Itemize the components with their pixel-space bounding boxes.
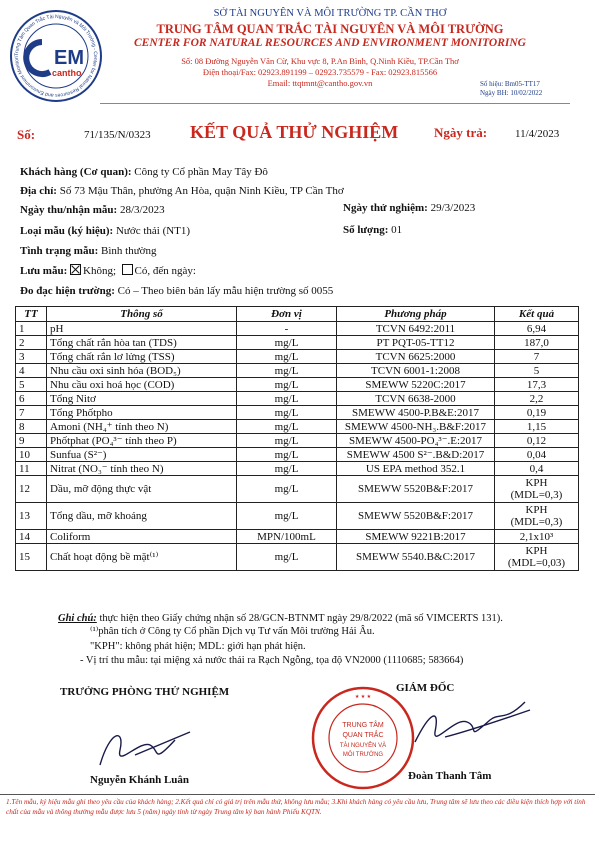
row-tt: 6 <box>16 392 47 406</box>
table-body <box>16 322 579 571</box>
row-tt: 9 <box>16 434 47 448</box>
row-result: 0,12 <box>495 434 579 448</box>
row-method: SMEWW 4500-PO₄³⁻.E:2017 <box>337 434 495 448</box>
return-date: 11/4/2023 <box>515 128 560 140</box>
row-unit: mg/L <box>237 406 337 420</box>
row-tt: 12 <box>16 476 47 503</box>
customer-line <box>20 165 268 179</box>
condition-label: Tình trạng mẫu: <box>20 245 99 257</box>
row-tt: 4 <box>16 364 47 378</box>
quantity-line <box>343 223 402 237</box>
row-param: Tổng chất rắn hòa tan (TDS) <box>47 336 237 350</box>
test-date-line <box>343 201 475 215</box>
row-tt: 7 <box>16 406 47 420</box>
row-result: 2,1x10³ <box>495 530 579 544</box>
lab-head-title: TRƯỞNG PHÒNG THỬ NGHIỆM <box>60 686 230 698</box>
row-tt: 8 <box>16 420 47 434</box>
table-row <box>16 434 579 448</box>
row-tt: 2 <box>16 336 47 350</box>
svg-text:TRUNG TÂM: TRUNG TÂM <box>342 722 384 729</box>
row-method: SMEWW 4500-NH₃.B&F:2017 <box>337 420 495 434</box>
notes-line-4: - Vị trí thu mẫu: tại miệng xả nước thải ra Rạch Ngỗng, tọa độ VN2000 (1110685; 583664) <box>80 655 464 666</box>
col-header-param: Thông số <box>47 307 237 322</box>
field-value: Có – Theo biên bản lấy mẫu hiện trường số 0055 <box>117 285 334 297</box>
received-label: Ngày thu/nhận mẫu: <box>20 204 118 216</box>
quantity-value: 01 <box>391 224 403 236</box>
row-unit: mg/L <box>237 378 337 392</box>
test-date-label: Ngày thử nghiệm: <box>343 202 428 214</box>
row-method: TCVN 6625:2000 <box>337 350 495 364</box>
table-row <box>16 364 579 378</box>
row-tt: 13 <box>16 503 47 530</box>
row-unit: mg/L <box>237 392 337 406</box>
row-tt: 14 <box>16 530 47 544</box>
quantity-label: Số lượng: <box>343 224 389 236</box>
row-unit: mg/L <box>237 336 337 350</box>
table-row <box>16 476 579 503</box>
table-row <box>16 530 579 544</box>
row-unit: mg/L <box>237 462 337 476</box>
form-code-block <box>480 80 542 98</box>
lab-head-signature <box>80 720 200 775</box>
col-header-method: Phương pháp <box>337 307 495 322</box>
row-tt: 10 <box>16 448 47 462</box>
row-param: Phốtphat (PO₄³⁻ tính theo P) <box>47 434 237 448</box>
row-param: Chất hoạt động bề mặt⁽¹⁾ <box>47 544 237 571</box>
table-row <box>16 448 579 462</box>
row-method: SMEWW 4500 S²⁻.B&D:2017 <box>337 448 495 462</box>
svg-text:TÀI NGUYÊN VÀ: TÀI NGUYÊN VÀ <box>339 743 387 749</box>
ministry-name: SỞ TÀI NGUYÊN VÀ MÔI TRƯỜNG TP. CẦN THƠ <box>213 8 447 19</box>
table-header-row <box>16 307 579 322</box>
lab-head-name: Nguyễn Khánh Luân <box>90 774 190 786</box>
row-result: 187,0 <box>495 336 579 350</box>
center-address: Số: 08 Đường Nguyễn Văn Cừ, Khu vực 8, P.An Bình, Q.Ninh Kiều, TP.Cần Thơ <box>181 56 459 66</box>
col-header-unit: Đơn vị <box>237 307 337 322</box>
center-contact <box>130 56 510 89</box>
retain-yes-label: Có, đến ngày: <box>134 265 196 277</box>
sample-type-value: Nước thải (NT1) <box>115 225 191 237</box>
received-line <box>20 203 165 217</box>
customer-label: Khách hàng (Cơ quan): <box>20 166 132 178</box>
row-param: Nhu cầu oxi sinh hóa (BOD₅) <box>47 364 237 378</box>
row-method: TCVN 6492:2011 <box>337 322 495 336</box>
svg-text:Trung Tâm Quan Trắc Tài Nguyên: Trung Tâm Quan Trắc Tài Nguyên và Môi Trường - Center for Natural Resources and Environment Monitori <box>13 13 99 99</box>
row-result: 6,94 <box>495 322 579 336</box>
svg-text:QUAN TRẮC: QUAN TRẮC <box>342 732 384 739</box>
table-row <box>16 350 579 364</box>
row-result: 7 <box>495 350 579 364</box>
row-unit: mg/L <box>237 364 337 378</box>
row-result: 1,15 <box>495 420 579 434</box>
retain-yes-checkbox[interactable] <box>122 264 133 275</box>
row-method: SMEWW 9221B:2017 <box>337 530 495 544</box>
row-unit: mg/L <box>237 448 337 462</box>
row-method: PT PQT-05-TT12 <box>337 336 495 350</box>
notes-line-3: "KPH": không phát hiện; MDL: giới hạn phát hiện. <box>90 641 306 652</box>
row-unit: mg/L <box>237 350 337 364</box>
director-signature <box>405 692 535 752</box>
col-header-result: Kết quả <box>495 307 579 322</box>
row-param: Amoni (NH₄⁺ tính theo N) <box>47 420 237 434</box>
director-title: GIÁM ĐỐC <box>396 682 455 694</box>
retain-line <box>20 264 196 278</box>
row-param: Coliform <box>47 530 237 544</box>
row-result: 0,04 <box>495 448 579 462</box>
test-date-value: 29/3/2023 <box>430 202 476 214</box>
row-method: SMEWW 5520B&F:2017 <box>337 503 495 530</box>
center-logo <box>8 8 104 104</box>
row-method: SMEWW 5540.B&C:2017 <box>337 544 495 571</box>
notes-line-2: ⁽¹⁾phân tích ở Công ty Cổ phần Dịch vụ Tư vấn Môi trường Hải Âu. <box>90 626 375 637</box>
table-row <box>16 392 579 406</box>
row-unit: mg/L <box>237 434 337 448</box>
table-row <box>16 420 579 434</box>
row-param: Tổng Nitơ <box>47 392 237 406</box>
notes-label: Ghi chú: <box>58 613 97 624</box>
row-result: KPH (MDL=0,3) <box>495 503 579 530</box>
retain-no-checkbox[interactable] <box>70 264 81 275</box>
row-param: Nitrat (NO₃⁻ tính theo N) <box>47 462 237 476</box>
svg-text:EM: EM <box>54 47 84 69</box>
center-name-en: CENTER FOR NATURAL RESOURCES AND ENVIRONMENT MONITORING <box>134 37 526 49</box>
row-param: Tổng chất rắn lơ lửng (TSS) <box>47 350 237 364</box>
row-result: 5 <box>495 364 579 378</box>
row-tt: 1 <box>16 322 47 336</box>
report-number-label: Số: <box>17 127 36 142</box>
row-method: US EPA method 352.1 <box>337 462 495 476</box>
footer-divider <box>0 794 595 795</box>
form-date: Ngày BH: 10/02/2022 <box>480 89 543 97</box>
header-divider <box>100 103 570 104</box>
table-row <box>16 336 579 350</box>
field-line <box>20 284 333 298</box>
field-label: Đo đạc hiện trường: <box>20 285 115 297</box>
sample-type-label: Loại mẫu (ký hiệu): <box>20 225 114 237</box>
row-result: 17,3 <box>495 378 579 392</box>
row-method: SMEWW 5220C:2017 <box>337 378 495 392</box>
row-unit: mg/L <box>237 476 337 503</box>
svg-text:cantho: cantho <box>52 68 82 78</box>
table-row <box>16 462 579 476</box>
row-method: SMEWW 4500-P.B&E:2017 <box>337 406 495 420</box>
row-method: TCVN 6638-2000 <box>337 392 495 406</box>
row-result: 0,4 <box>495 462 579 476</box>
form-code: Số hiệu: Bm05-TT17 <box>480 80 540 88</box>
report-title: KẾT QUẢ THỬ NGHIỆM <box>190 122 399 142</box>
condition-value: Bình thường <box>101 245 157 257</box>
row-method: TCVN 6001-1:2008 <box>337 364 495 378</box>
svg-text:MÔI TRƯỜNG: MÔI TRƯỜNG <box>342 752 384 758</box>
address-line <box>20 184 344 198</box>
notes-text-1: thực hiện theo Giấy chứng nhận số 28/GCN-BTNMT ngày 29/8/2022 (mã số VIMCERTS 131). <box>99 613 503 624</box>
col-header-tt: TT <box>16 307 47 322</box>
address-value: Số 73 Mậu Thân, phường An Hòa, quận Ninh Kiều, TP Cần Thơ <box>59 185 344 197</box>
row-result: KPH (MDL=0,3) <box>495 476 579 503</box>
official-stamp <box>308 683 418 793</box>
table-row <box>16 322 579 336</box>
row-result: KPH (MDL=0,03) <box>495 544 579 571</box>
row-result: 0,19 <box>495 406 579 420</box>
row-method: SMEWW 5520B&F:2017 <box>337 476 495 503</box>
row-tt: 11 <box>16 462 47 476</box>
center-email: Email: ttqtmnt@cantho.gov.vn <box>267 78 373 88</box>
table-row <box>16 544 579 571</box>
address-label: Địa chỉ: <box>20 185 57 197</box>
row-tt: 3 <box>16 350 47 364</box>
svg-text:★ ★ ★: ★ ★ ★ <box>354 694 372 700</box>
row-param: pH <box>47 322 237 336</box>
customer-value: Công ty Cổ phần May Tây Đô <box>134 166 268 178</box>
row-unit: MPN/100mL <box>237 530 337 544</box>
results-table <box>15 306 579 571</box>
table-row <box>16 378 579 392</box>
table-row <box>16 503 579 530</box>
row-unit: - <box>237 322 337 336</box>
row-unit: mg/L <box>237 544 337 571</box>
row-result: 2,2 <box>495 392 579 406</box>
row-unit: mg/L <box>237 503 337 530</box>
center-phone: Điện thoại/Fax: 02923.891199 – 02923.735579 - Fax: 02923.815566 <box>202 67 438 77</box>
row-unit: mg/L <box>237 420 337 434</box>
row-tt: 15 <box>16 544 47 571</box>
retain-label: Lưu mẫu: <box>20 265 68 277</box>
row-param: Nhu cầu oxi hoá học (COD) <box>47 378 237 392</box>
report-number: 71/135/N/0323 <box>84 129 151 141</box>
row-param: Dầu, mỡ động thực vật <box>47 476 237 503</box>
table-row <box>16 406 579 420</box>
sample-type-line <box>20 224 190 238</box>
received-value: 28/3/2023 <box>119 204 165 216</box>
row-tt: 5 <box>16 378 47 392</box>
notes-line-1 <box>58 612 503 625</box>
row-param: Sunfua (S²⁻) <box>47 448 237 462</box>
row-param: Tổng Phốtpho <box>47 406 237 420</box>
condition-line <box>20 244 156 258</box>
center-name-vi: TRUNG TÂM QUAN TRẮC TÀI NGUYÊN VÀ MÔI TRƯỜNG <box>156 22 504 36</box>
director-name: Đoàn Thanh Tâm <box>408 770 492 782</box>
return-date-label: Ngày trả: <box>434 125 488 140</box>
row-param: Tổng dầu, mỡ khoáng <box>47 503 237 530</box>
retain-no-label: Không; <box>83 265 116 277</box>
footer-note: 1.Tên mẫu, ký hiệu mẫu ghi theo yêu cầu của khách hàng; 2.Kết quả chỉ có giá trị trên mẫu thử, không lưu mẫu; 3.Khi khách hàng có yêu cầu lưu, Trung tâm sẽ lưu theo các điều kiện thích hợp với tính chất của mẫu và thông thường mẫu được lưu 5 (năm) ngày tính từ ngày Trung tâm ký ban hành Phiếu KQTN. <box>6 798 586 816</box>
